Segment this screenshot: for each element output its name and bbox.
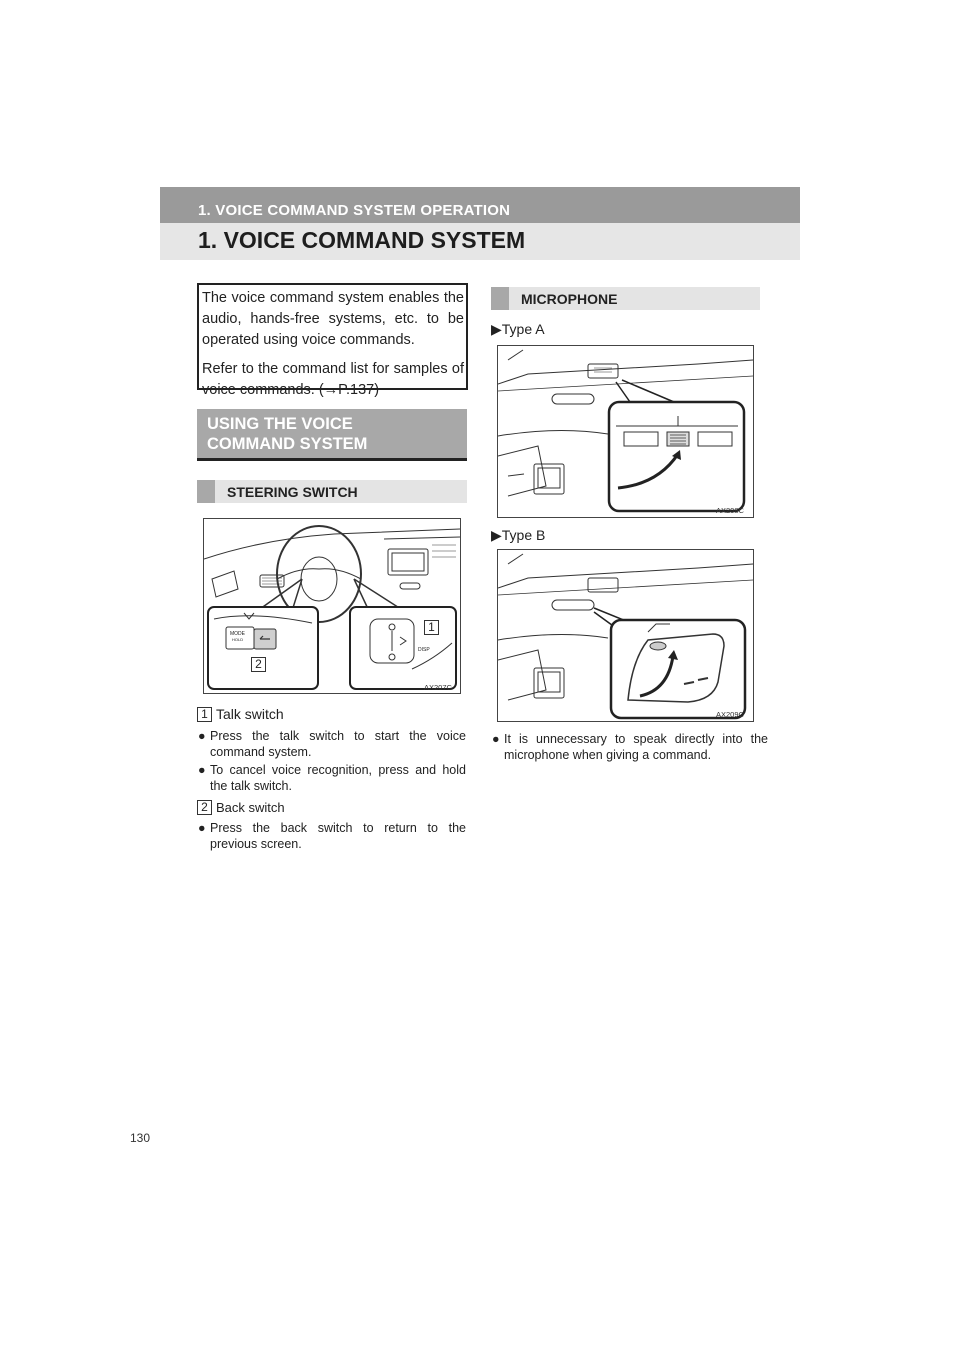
section-label: 1. VOICE COMMAND SYSTEM OPERATION (198, 202, 511, 219)
microphone-type-a-figure (497, 345, 754, 518)
bullet-text: To cancel voice recognition, press and hold the talk switch. (210, 763, 466, 793)
bullet-text: It is unnecessary to speak directly into the microphone when giving a command. (504, 732, 768, 762)
section-header-band (160, 187, 800, 223)
steering-switch-illustration (204, 519, 460, 693)
bullet-dot: ● (198, 821, 206, 835)
item-number-1: 1 (197, 707, 212, 722)
type-a-label: ▶Type A (491, 321, 545, 337)
item-talk-switch (197, 705, 284, 722)
section-heading-using-voice (197, 409, 467, 461)
item-label-back-switch: Back switch (216, 800, 285, 816)
intro-box (197, 283, 468, 398)
steering-switch-figure (203, 518, 461, 694)
subhead-steering-switch (197, 480, 467, 503)
subhead-marker (197, 480, 215, 503)
title-band (160, 223, 800, 260)
item-label-talk-switch: Talk switch (216, 706, 284, 723)
figure-code: AX209C (716, 710, 744, 719)
bullet-microphone (492, 731, 768, 763)
bullet-talk-cancel (198, 762, 466, 794)
microphone-type-b-illustration (498, 550, 753, 721)
figure-callout-1: 1 (424, 620, 439, 635)
section-heading-line-2: COMMAND SYSTEM (207, 435, 368, 453)
subhead-label: MICROPHONE (521, 291, 618, 307)
microphone-type-b-figure (497, 549, 754, 722)
section-heading-line-1: USING THE VOICE (207, 415, 353, 433)
bullet-text: Press the back switch to return to the previous screen. (210, 821, 466, 851)
page-number: 130 (130, 1131, 151, 1145)
figure-code: AX207C (424, 683, 452, 692)
bullet-dot: ● (198, 763, 206, 777)
microphone-type-a-illustration (498, 346, 753, 517)
section-heading-text (207, 414, 367, 454)
mode-switch-label: MODE (230, 631, 245, 637)
intro-paragraph-2: Refer to the command list for samples of voice commands. (→P.137) (202, 361, 464, 398)
bullet-text: Press the talk switch to start the voice command system. (210, 729, 466, 759)
intro-paragraph-1: The voice command system enables the audio, hands-free systems, etc. to be operated using voice commands. (202, 290, 464, 348)
item-back-switch (197, 799, 285, 815)
item-number-2: 2 (197, 800, 212, 815)
bullet-dot: ● (198, 729, 206, 743)
bullet-dot: ● (492, 732, 500, 746)
figure-callout-2: 2 (251, 657, 266, 672)
subhead-label: STEERING SWITCH (227, 484, 358, 500)
type-b-label: ▶Type B (491, 527, 546, 543)
page-title: 1. VOICE COMMAND SYSTEM (198, 227, 526, 253)
subhead-marker (491, 287, 509, 310)
disp-switch-label: DISP (418, 647, 430, 653)
bullet-back-return (198, 820, 466, 852)
hold-switch-label: HOLD (232, 637, 244, 642)
bullet-talk-start (198, 728, 466, 760)
subhead-microphone (491, 287, 760, 310)
figure-code: AX208C (716, 506, 744, 515)
